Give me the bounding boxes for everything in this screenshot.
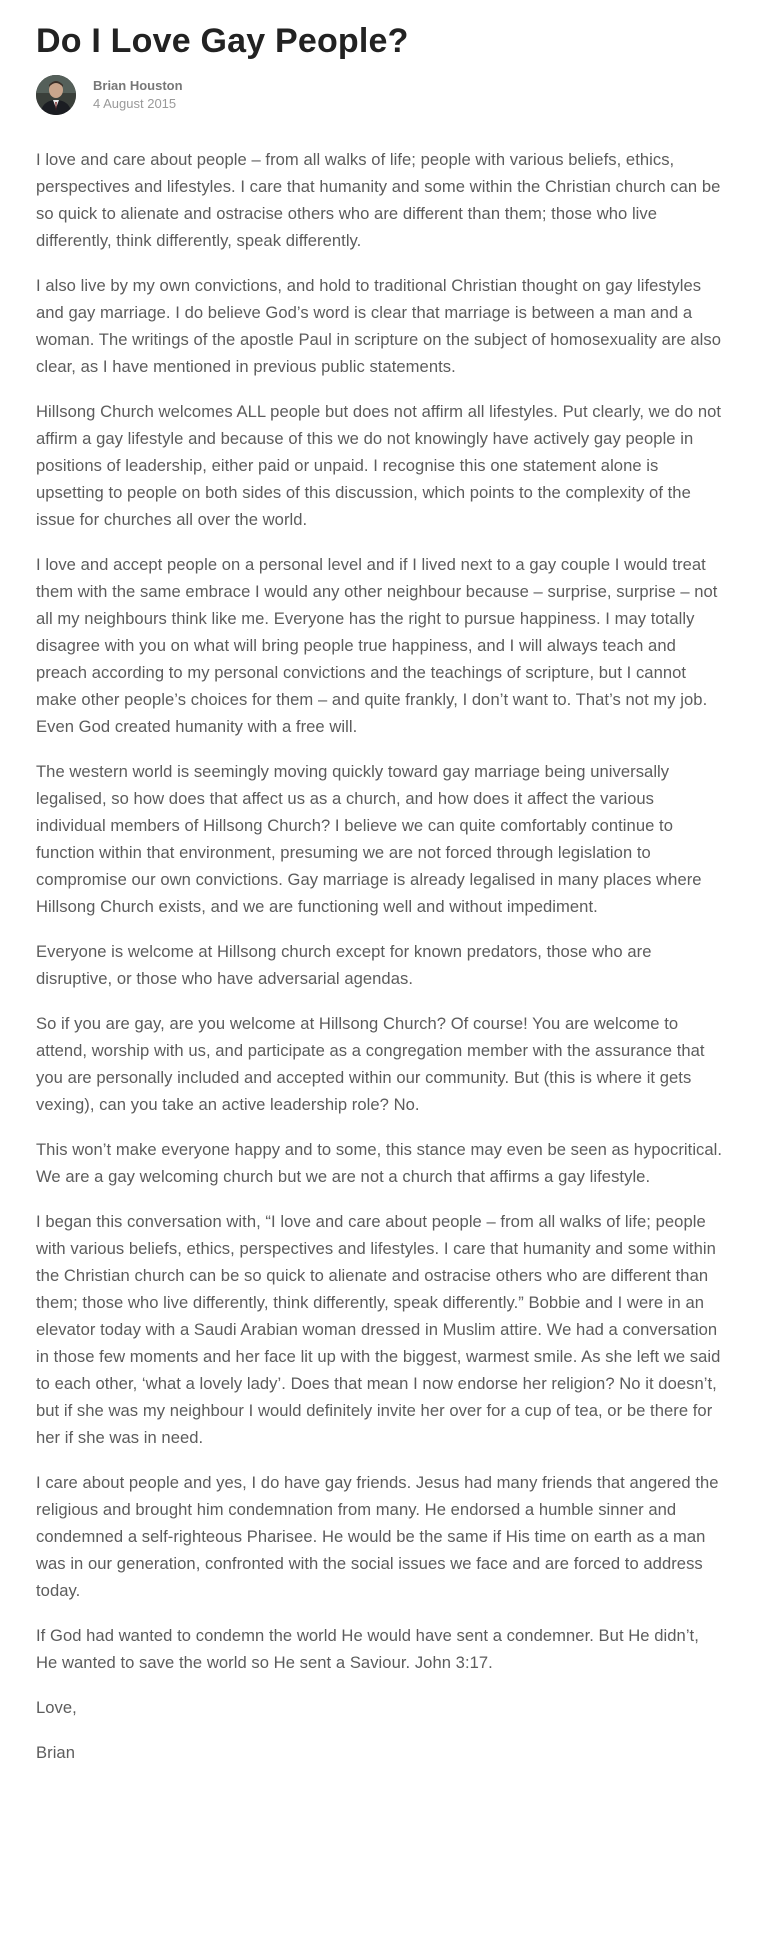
- paragraph: Everyone is welcome at Hillsong church except for known predators, those who are disruptive, or those who have adversarial agendas.: [36, 942, 652, 988]
- paragraph: If God had wanted to condemn the world He would have sent a condemner. But He didn’t, He wanted to save the world so He sent a Saviour. John 3:17.: [36, 1626, 699, 1672]
- byline: [36, 74, 724, 116]
- sign-off: Love,: [36, 1698, 77, 1717]
- paragraph: The western world is seemingly moving quickly toward gay marriage being universally legalised, so how does that affect us as a church, and how does it affect the various individual members of Hillsong Church? I believe we can quite comfortably continue to function within that environment, presuming we are not forced through legislation to compromise our own convictions. Gay marriage is already legalised in many places where Hillsong Church exists, and we are functioning well and without impediment.: [36, 762, 702, 916]
- article-body: [36, 146, 724, 1766]
- signature: Brian: [36, 1743, 75, 1762]
- paragraph: I also live by my own convictions, and hold to traditional Christian thought on gay lifestyles and gay marriage. I do believe God’s word is clear that marriage is between a man and a woman. The writings of the apostle Paul in scripture on the subject of homosexuality are also clear, as I have mentioned in previous public statements.: [36, 276, 722, 376]
- author-name[interactable]: Brian Houston: [93, 78, 183, 93]
- article-title: Do I Love Gay People?: [36, 22, 409, 60]
- paragraph: So if you are gay, are you welcome at Hillsong Church? Of course! You are welcome to attend, worship with us, and participate as a congregation member with the assurance that you are personally included and accepted within our community. But (this is where it gets vexing), can you take an active leadership role? No.: [36, 1014, 705, 1114]
- paragraph: I love and accept people on a personal level and if I lived next to a gay couple I would treat them with the same embrace I would any other neighbour because – surprise, surprise – not all my neighbours think like me. Everyone has the right to pursue happiness. I may totally disagree with you on what will bring people true happiness, and I will always teach and preach according to my personal convictions and the teachings of scripture, but I cannot make other people’s choices for them – and quite frankly, I don’t want to. That’s not my job. Even God created humanity with a free will.: [36, 555, 718, 736]
- paragraph: This won’t make everyone happy and to some, this stance may even be seen as hypocritical. We are a gay welcoming church but we are not a church that affirms a gay lifestyle.: [36, 1140, 723, 1186]
- author-photo-icon: [36, 75, 76, 115]
- publish-date: 4 August 2015: [93, 96, 177, 111]
- author-avatar[interactable]: [36, 75, 76, 115]
- paragraph: Hillsong Church welcomes ALL people but does not affirm all lifestyles. Put clearly, we do not affirm a gay lifestyle and because of this we do not knowingly have actively gay people in positions of leadership, either paid or unpaid. I recognise this one statement alone is upsetting to people on both sides of this discussion, which points to the complexity of the issue for churches all over the world.: [36, 402, 722, 529]
- paragraph: I began this conversation with, “I love and care about people – from all walks of life; people with various beliefs, ethics, perspectives and lifestyles. I care that humanity and some within the Christian church can be so quick to alienate and ostracise others who are different than them; those who live differently, think differently, speak differently.” Bobbie and I were in an elevator today with a Saudi Arabian woman dressed in Muslim attire. We had a conversation in those few moments and her face lit up with the biggest, warmest smile. As she left we said to each other, ‘what a lovely lady’. Does that mean I now endorse her religion? No it doesn’t, but if she was my neighbour I would definitely invite her over for a cup of tea, or be there for her if she was in need.: [36, 1212, 721, 1447]
- byline-meta: [93, 77, 183, 113]
- paragraph: I care about people and yes, I do have gay friends. Jesus had many friends that angered the religious and brought him condemnation from many. He endorsed a humble sinner and condemned a self-righteous Pharisee. He would be the same if His time on earth as a man was in our generation, confronted with the social issues we face and are forced to address today.: [36, 1473, 719, 1600]
- paragraph: I love and care about people – from all walks of life; people with various beliefs, ethics, perspectives and lifestyles. I care that humanity and some within the Christian church can be so quick to alienate and ostracise others who are different than them; those who live differently, think differently, speak differently.: [36, 150, 721, 250]
